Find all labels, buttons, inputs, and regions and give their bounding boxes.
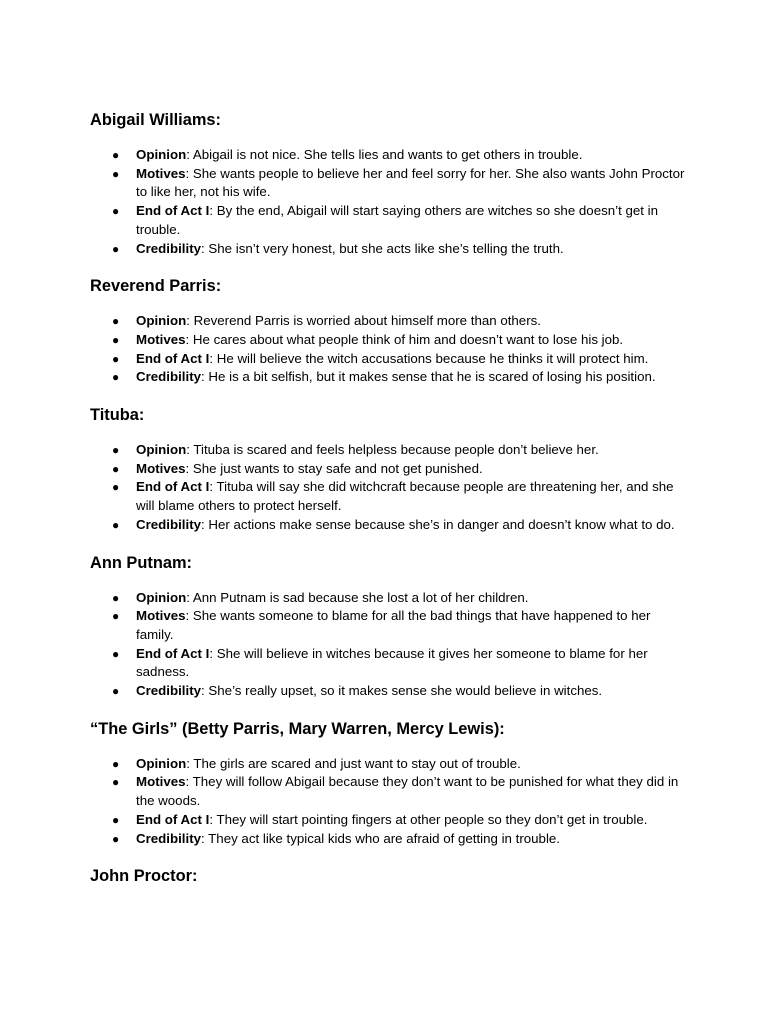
bullet-item [90,755,688,774]
section-heading: “The Girls” (Betty Parris, Mary Warren, Mercy Lewis): [90,719,505,738]
section-john-proctor [90,867,688,886]
bullet-list [90,755,688,849]
section-heading: Ann Putnam: [90,553,192,572]
bullet-dot-icon: ● [112,461,120,476]
bullet-dot-icon: ● [112,351,120,366]
bullet-dot-icon: ● [112,812,120,827]
bullet-term: Credibility [136,516,202,532]
bullet-term: Motives [136,165,186,181]
bullet-item [90,240,688,259]
bullet-text: : She wants people to believe her and feel sorry for her. She also wants John Proctor to like her, not his wife. [136,165,685,200]
bullet-list [90,589,688,701]
bullet-text: : Tituba will say she did witchcraft because people are threatening her, and she will blame others to protect herself. [136,479,674,514]
bullet-dot-icon: ● [112,443,120,458]
bullet-item [90,460,688,479]
section-ann-putnam [90,554,688,701]
section-heading: Reverend Parris: [90,277,222,296]
bullet-term: Credibility [136,369,202,385]
bullet-item [90,589,688,608]
bullet-term: End of Act I [136,811,210,827]
bullet-dot-icon: ● [112,166,120,181]
bullet-term: End of Act I [136,479,210,495]
bullet-text: : Abigail is not nice. She tells lies and wants to get others in trouble. [186,147,583,162]
section-abigail-williams [90,111,688,258]
bullet-text: : He will believe the witch accusations because he thinks it will protect him. [209,350,649,366]
bullet-term: Credibility [136,683,202,699]
section-tituba [90,406,688,535]
bullet-item [90,350,688,369]
bullet-item [90,773,688,810]
bullet-text: : She isn’t very honest, but she acts like she’s telling the truth. [201,240,564,256]
bullet-dot-icon: ● [112,480,120,495]
bullet-list [90,441,688,535]
bullet-list [90,312,688,387]
bullet-text: : He cares about what people think of him and doesn’t want to lose his job. [185,331,624,347]
bullet-item [90,146,688,165]
bullet-term: Opinion [136,442,187,458]
bullet-text: : She will believe in witches because it gives her someone to blame for her sadness. [136,645,648,680]
bullet-dot-icon: ● [112,332,120,347]
bullet-item [90,607,688,644]
bullet-item [90,478,688,515]
section-heading: John Proctor: [90,867,198,886]
bullet-dot-icon: ● [112,646,120,661]
bullet-item [90,312,688,331]
bullet-text: : Reverend Parris is worried about himself more than others. [186,313,541,329]
bullet-dot-icon: ● [112,590,120,605]
bullet-text: : Her actions make sense because she’s in danger and doesn’t know what to do. [201,516,675,532]
bullet-term: End of Act I [136,645,210,661]
bullet-item [90,202,688,239]
bullet-text: : They act like typical kids who are afraid of getting in trouble. [201,830,560,846]
bullet-dot-icon: ● [112,241,120,256]
bullet-dot-icon: ● [112,756,120,771]
bullet-term: Motives [136,774,186,790]
bullet-item [90,165,688,202]
section-the-girls [90,720,688,849]
bullet-dot-icon: ● [112,684,120,699]
section-reverend-parris [90,277,688,387]
bullet-term: End of Act I [136,350,210,366]
bullet-text: : He is a bit selfish, but it makes sense that he is scared of losing his position. [201,369,656,385]
bullet-dot-icon: ● [112,775,120,790]
bullet-text: : Ann Putnam is sad because she lost a lot of her children. [186,589,529,605]
bullet-term: Opinion [136,313,187,329]
bullet-item [90,368,688,387]
bullet-text: : By the end, Abigail will start saying others are witches so she doesn’t get in trouble. [136,203,659,237]
bullet-term: Motives [136,608,186,624]
bullet-item [90,811,688,830]
bullet-item [90,830,688,849]
section-heading: Abigail Williams: [90,111,221,129]
bullet-term: Opinion [136,755,187,771]
bullet-text: : She just wants to stay safe and not get punished. [185,460,483,476]
bullet-term: Opinion [136,589,187,605]
bullet-term: Motives [136,331,186,347]
bullet-list [90,146,688,258]
bullet-term: Credibility [136,830,202,846]
bullet-text: : They will follow Abigail because they don’t want to be punished for what they did in the woods. [136,774,679,809]
bullet-item [90,682,688,701]
bullet-text: : The girls are scared and just want to stay out of trouble. [186,755,521,771]
bullet-dot-icon: ● [112,517,120,532]
bullet-item [90,645,688,682]
bullet-item [90,331,688,350]
bullet-dot-icon: ● [112,204,120,219]
bullet-dot-icon: ● [112,831,120,846]
bullet-term: Opinion [136,147,187,162]
bullet-text: : She’s really upset, so it makes sense she would believe in witches. [201,683,603,699]
bullet-item [90,516,688,535]
bullet-item [90,441,688,460]
bullet-term: End of Act I [136,203,210,219]
bullet-dot-icon: ● [112,370,120,385]
bullet-term: Motives [136,460,186,476]
bullet-text: : She wants someone to blame for all the bad things that have happened to her family. [136,608,651,642]
bullet-dot-icon: ● [112,314,120,329]
bullet-text: : Tituba is scared and feels helpless because people don’t believe her. [186,442,599,458]
bullet-term: Credibility [136,240,202,256]
bullet-dot-icon: ● [112,148,120,162]
bullet-dot-icon: ● [112,609,120,624]
bullet-text: : They will start pointing fingers at other people so they don’t get in trouble. [209,811,648,827]
section-heading: Tituba: [90,406,145,425]
